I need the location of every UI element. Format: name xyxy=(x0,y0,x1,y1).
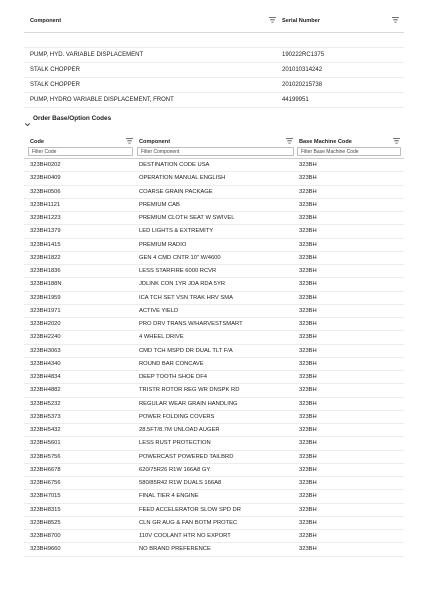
table-row[interactable] xyxy=(24,78,404,93)
section-title: Order Base/Option Codes xyxy=(33,114,112,122)
component-cell: CLN GR AUG & FAN BOTM PROTEC xyxy=(139,519,238,526)
component-cell: 110V COOLANT HTR NO EXPORT xyxy=(139,533,231,539)
component-cell: GEN 4 CMD CNTR 10" W/4600 xyxy=(139,254,221,261)
filter-base-machine-code-input[interactable] xyxy=(297,147,401,156)
component-cell: CMD TCH MSPD DR DUAL TLT F/A xyxy=(139,347,233,354)
code-cell: 323BH6756 xyxy=(30,480,61,486)
sort-filter-icon[interactable] xyxy=(286,138,293,144)
component-cell: FINAL TIER 4 ENGINE xyxy=(139,493,199,500)
sort-filter-icon[interactable] xyxy=(126,138,133,144)
table-row[interactable] xyxy=(24,265,404,278)
code-cell: 323BH1379 xyxy=(30,228,61,235)
table-row[interactable] xyxy=(24,172,404,185)
component-cell: PREMIUM CLOTH SEAT W SWIVEL xyxy=(139,215,235,221)
code-cell: 323BH8315 xyxy=(30,506,61,513)
code-cell: 323BH4834 xyxy=(30,374,61,380)
serial-cell: 190222RC1375 xyxy=(282,51,325,58)
serial-cell: 201010314242 xyxy=(282,66,323,73)
sort-filter-icon[interactable] xyxy=(392,17,399,23)
table-row[interactable] xyxy=(24,199,404,212)
table-row[interactable] xyxy=(24,490,404,503)
base-machine-code-cell: 323BH xyxy=(299,453,317,460)
base-machine-code-cell: 323BH xyxy=(299,175,317,182)
code-cell: 323BH2240 xyxy=(30,334,61,341)
chevron-down-icon xyxy=(24,115,31,122)
component-cell: JDLINK CON 1YR JDA RDA 5YR xyxy=(139,281,226,288)
table-row[interactable] xyxy=(24,252,404,265)
component-cell: REGULAR WEAR GRAIN HANDLING xyxy=(139,400,238,407)
base-machine-code-cell: 323BH xyxy=(299,201,317,208)
column-header-base-machine-code[interactable]: Base Machine Code xyxy=(299,139,352,145)
table-row[interactable] xyxy=(24,411,404,424)
table-row[interactable] xyxy=(24,318,404,331)
base-machine-code-cell: 323BH xyxy=(299,215,317,221)
table-row[interactable] xyxy=(24,239,404,252)
base-machine-code-cell: 323BH xyxy=(299,533,317,539)
component-cell: COARSE GRAIN PACKAGE xyxy=(139,188,213,195)
base-machine-code-cell: 323BH xyxy=(299,519,317,526)
base-machine-code-cell: 323BH xyxy=(299,334,317,341)
serial-cell: 201020215738 xyxy=(282,81,323,88)
component-cell: 4 WHEEL DRIVE xyxy=(139,334,184,341)
component-cell: ICA TCH SET VSN TRAK HRV SMA xyxy=(139,294,233,301)
code-cell: 323BH2020 xyxy=(30,321,61,327)
base-machine-code-cell: 323BH xyxy=(299,480,317,486)
table-row[interactable] xyxy=(24,48,404,63)
serial-cell: 44199951 xyxy=(282,96,309,103)
base-machine-code-cell: 323BH xyxy=(299,427,317,433)
code-cell: 323BH9660 xyxy=(30,546,61,553)
table-row[interactable] xyxy=(24,358,404,371)
base-machine-code-cell: 323BH xyxy=(299,307,317,314)
code-cell: 323BH1415 xyxy=(30,241,61,248)
component-cell: PUMP, HYD. VARIABLE DISPLACEMENT xyxy=(30,51,144,58)
base-machine-code-cell: 323BH xyxy=(299,506,317,513)
component-cell: DESTINATION CODE USA xyxy=(139,162,210,168)
base-machine-code-cell: 323BH xyxy=(299,440,317,447)
sort-filter-icon[interactable] xyxy=(269,17,276,23)
code-cell: 323BH0506 xyxy=(30,188,61,195)
base-machine-code-cell: 323BH xyxy=(299,254,317,261)
base-machine-code-cell: 323BH xyxy=(299,546,317,553)
component-cell: LED LIGHTS & EXTREMITY xyxy=(139,228,214,235)
code-cell: 323BH8525 xyxy=(30,519,61,526)
component-cell: PRO DRV TRANS W/HARVESTSMART xyxy=(139,321,243,327)
component-cell: 620/75R26 R1W 166A8 GY xyxy=(139,466,211,473)
component-cell: PUMP, HYDRO VARIABLE DISPLACEMENT, FRONT xyxy=(30,96,174,103)
table-row[interactable] xyxy=(24,398,404,411)
code-cell: 323BH3063 xyxy=(30,347,61,354)
code-cell: 323BH5601 xyxy=(30,440,61,447)
component-cell: OPERATION MANUAL ENGLISH xyxy=(139,175,226,182)
base-machine-code-cell: 323BH xyxy=(299,387,317,394)
code-cell: 323BH1822 xyxy=(30,254,61,261)
sort-filter-icon[interactable] xyxy=(393,138,400,144)
table-row[interactable] xyxy=(24,517,404,530)
code-cell: 323BH1959 xyxy=(30,294,61,301)
table-row[interactable] xyxy=(24,437,404,450)
base-machine-code-cell: 323BH xyxy=(299,347,317,354)
filter-component-input[interactable] xyxy=(137,147,294,156)
code-cell: 323BH5232 xyxy=(30,400,61,407)
table-row[interactable] xyxy=(24,331,404,344)
base-machine-code-cell: 323BH xyxy=(299,228,317,235)
component-cell: LESS RUST PROTECTION xyxy=(139,440,211,447)
table-row[interactable] xyxy=(24,345,404,358)
code-cell: 323BH1971 xyxy=(30,307,61,314)
base-machine-code-cell: 323BH xyxy=(299,321,317,327)
code-cell: 323BH5432 xyxy=(30,427,61,433)
code-cell: 323BH7015 xyxy=(30,493,61,500)
table-row[interactable] xyxy=(24,305,404,318)
component-cell: POWER FOLDING COVERS xyxy=(139,413,215,420)
code-cell: 323BH8700 xyxy=(30,533,61,539)
table-row[interactable] xyxy=(24,464,404,477)
code-cell: 323BH4340 xyxy=(30,360,61,367)
base-machine-code-cell: 323BH xyxy=(299,400,317,407)
table-row[interactable] xyxy=(24,63,404,78)
table-row[interactable] xyxy=(24,543,404,556)
base-machine-code-cell: 323BH xyxy=(299,374,317,380)
table-row[interactable] xyxy=(24,371,404,384)
code-cell: 323BH1836 xyxy=(30,268,61,274)
column-header-component[interactable]: Component xyxy=(139,139,171,145)
table-row[interactable] xyxy=(24,292,404,305)
code-cell: 323BH1223 xyxy=(30,215,61,221)
order-codes-table xyxy=(24,136,404,557)
component-cell: FEED ACCELERATOR SLOW SPD DR xyxy=(139,506,241,513)
table-row[interactable] xyxy=(24,504,404,517)
column-header-serial-number[interactable]: Serial Number xyxy=(282,18,320,24)
codes-table-body xyxy=(24,159,404,557)
order-codes-section-toggle[interactable] xyxy=(24,112,111,124)
component-cell: PREMIUM RADIO xyxy=(139,241,187,248)
code-cell: 323BH1121 xyxy=(30,201,61,208)
code-cell: 323BH188N xyxy=(30,281,62,288)
base-machine-code-cell: 323BH xyxy=(299,241,317,248)
table-row[interactable] xyxy=(24,212,404,225)
component-cell: STALK CHOPPER xyxy=(30,81,80,88)
column-header-code[interactable]: Code xyxy=(30,139,44,145)
filter-code-input[interactable] xyxy=(28,147,133,156)
base-machine-code-cell: 323BH xyxy=(299,360,317,367)
base-machine-code-cell: 323BH xyxy=(299,294,317,301)
table-row[interactable] xyxy=(24,225,404,238)
column-header-component[interactable]: Component xyxy=(30,18,62,24)
code-cell: 323BH6678 xyxy=(30,466,61,473)
base-machine-code-cell: 323BH xyxy=(299,466,317,473)
table-row[interactable] xyxy=(24,451,404,464)
code-cell: 323BH5756 xyxy=(30,453,61,460)
component-cell: STALK CHOPPER xyxy=(30,66,80,73)
component-cell: ACTIVE YIELD xyxy=(139,307,179,314)
base-machine-code-cell: 323BH xyxy=(299,281,317,288)
component-cell: 28.5FT/8.7M UNLOAD AUGER xyxy=(139,427,220,433)
base-machine-code-cell: 323BH xyxy=(299,188,317,195)
component-cell: 580/85R42 R1W DUALS 166A8 xyxy=(139,480,222,486)
table-row[interactable] xyxy=(24,186,404,199)
table-row[interactable] xyxy=(24,159,404,172)
component-cell: PREMIUM CAB xyxy=(139,201,180,208)
component-cell: POWERCAST POWERED TAILBRD xyxy=(139,453,234,460)
component-cell: DEEP TOOTH SHOE DF4 xyxy=(139,374,207,380)
codes-table-header xyxy=(24,136,404,159)
table-row[interactable] xyxy=(24,530,404,543)
component-cell: ROUND BAR CONCAVE xyxy=(139,360,204,367)
component-cell: TRISTR ROTOR REG WR DNSPK RD xyxy=(139,387,240,394)
table-row[interactable] xyxy=(24,477,404,490)
base-machine-code-cell: 323BH xyxy=(299,162,317,168)
table-row-empty xyxy=(24,33,404,48)
code-cell: 323BH0409 xyxy=(30,175,61,182)
base-machine-code-cell: 323BH xyxy=(299,493,317,500)
components-serial-table xyxy=(24,12,404,108)
code-cell: 323BH5373 xyxy=(30,413,61,420)
table-row[interactable] xyxy=(24,93,404,108)
base-machine-code-cell: 323BH xyxy=(299,268,317,274)
code-cell: 323BH0202 xyxy=(30,162,61,168)
code-cell: 323BH4882 xyxy=(30,387,61,394)
base-machine-code-cell: 323BH xyxy=(299,413,317,420)
table-row[interactable] xyxy=(24,384,404,397)
table-row[interactable] xyxy=(24,424,404,437)
component-cell: NO BRAND PREFERENCE xyxy=(139,546,211,553)
components-table-header xyxy=(24,12,404,33)
component-cell: LESS STARFIRE 6000 RCVR xyxy=(139,268,217,274)
table-row[interactable] xyxy=(24,278,404,291)
